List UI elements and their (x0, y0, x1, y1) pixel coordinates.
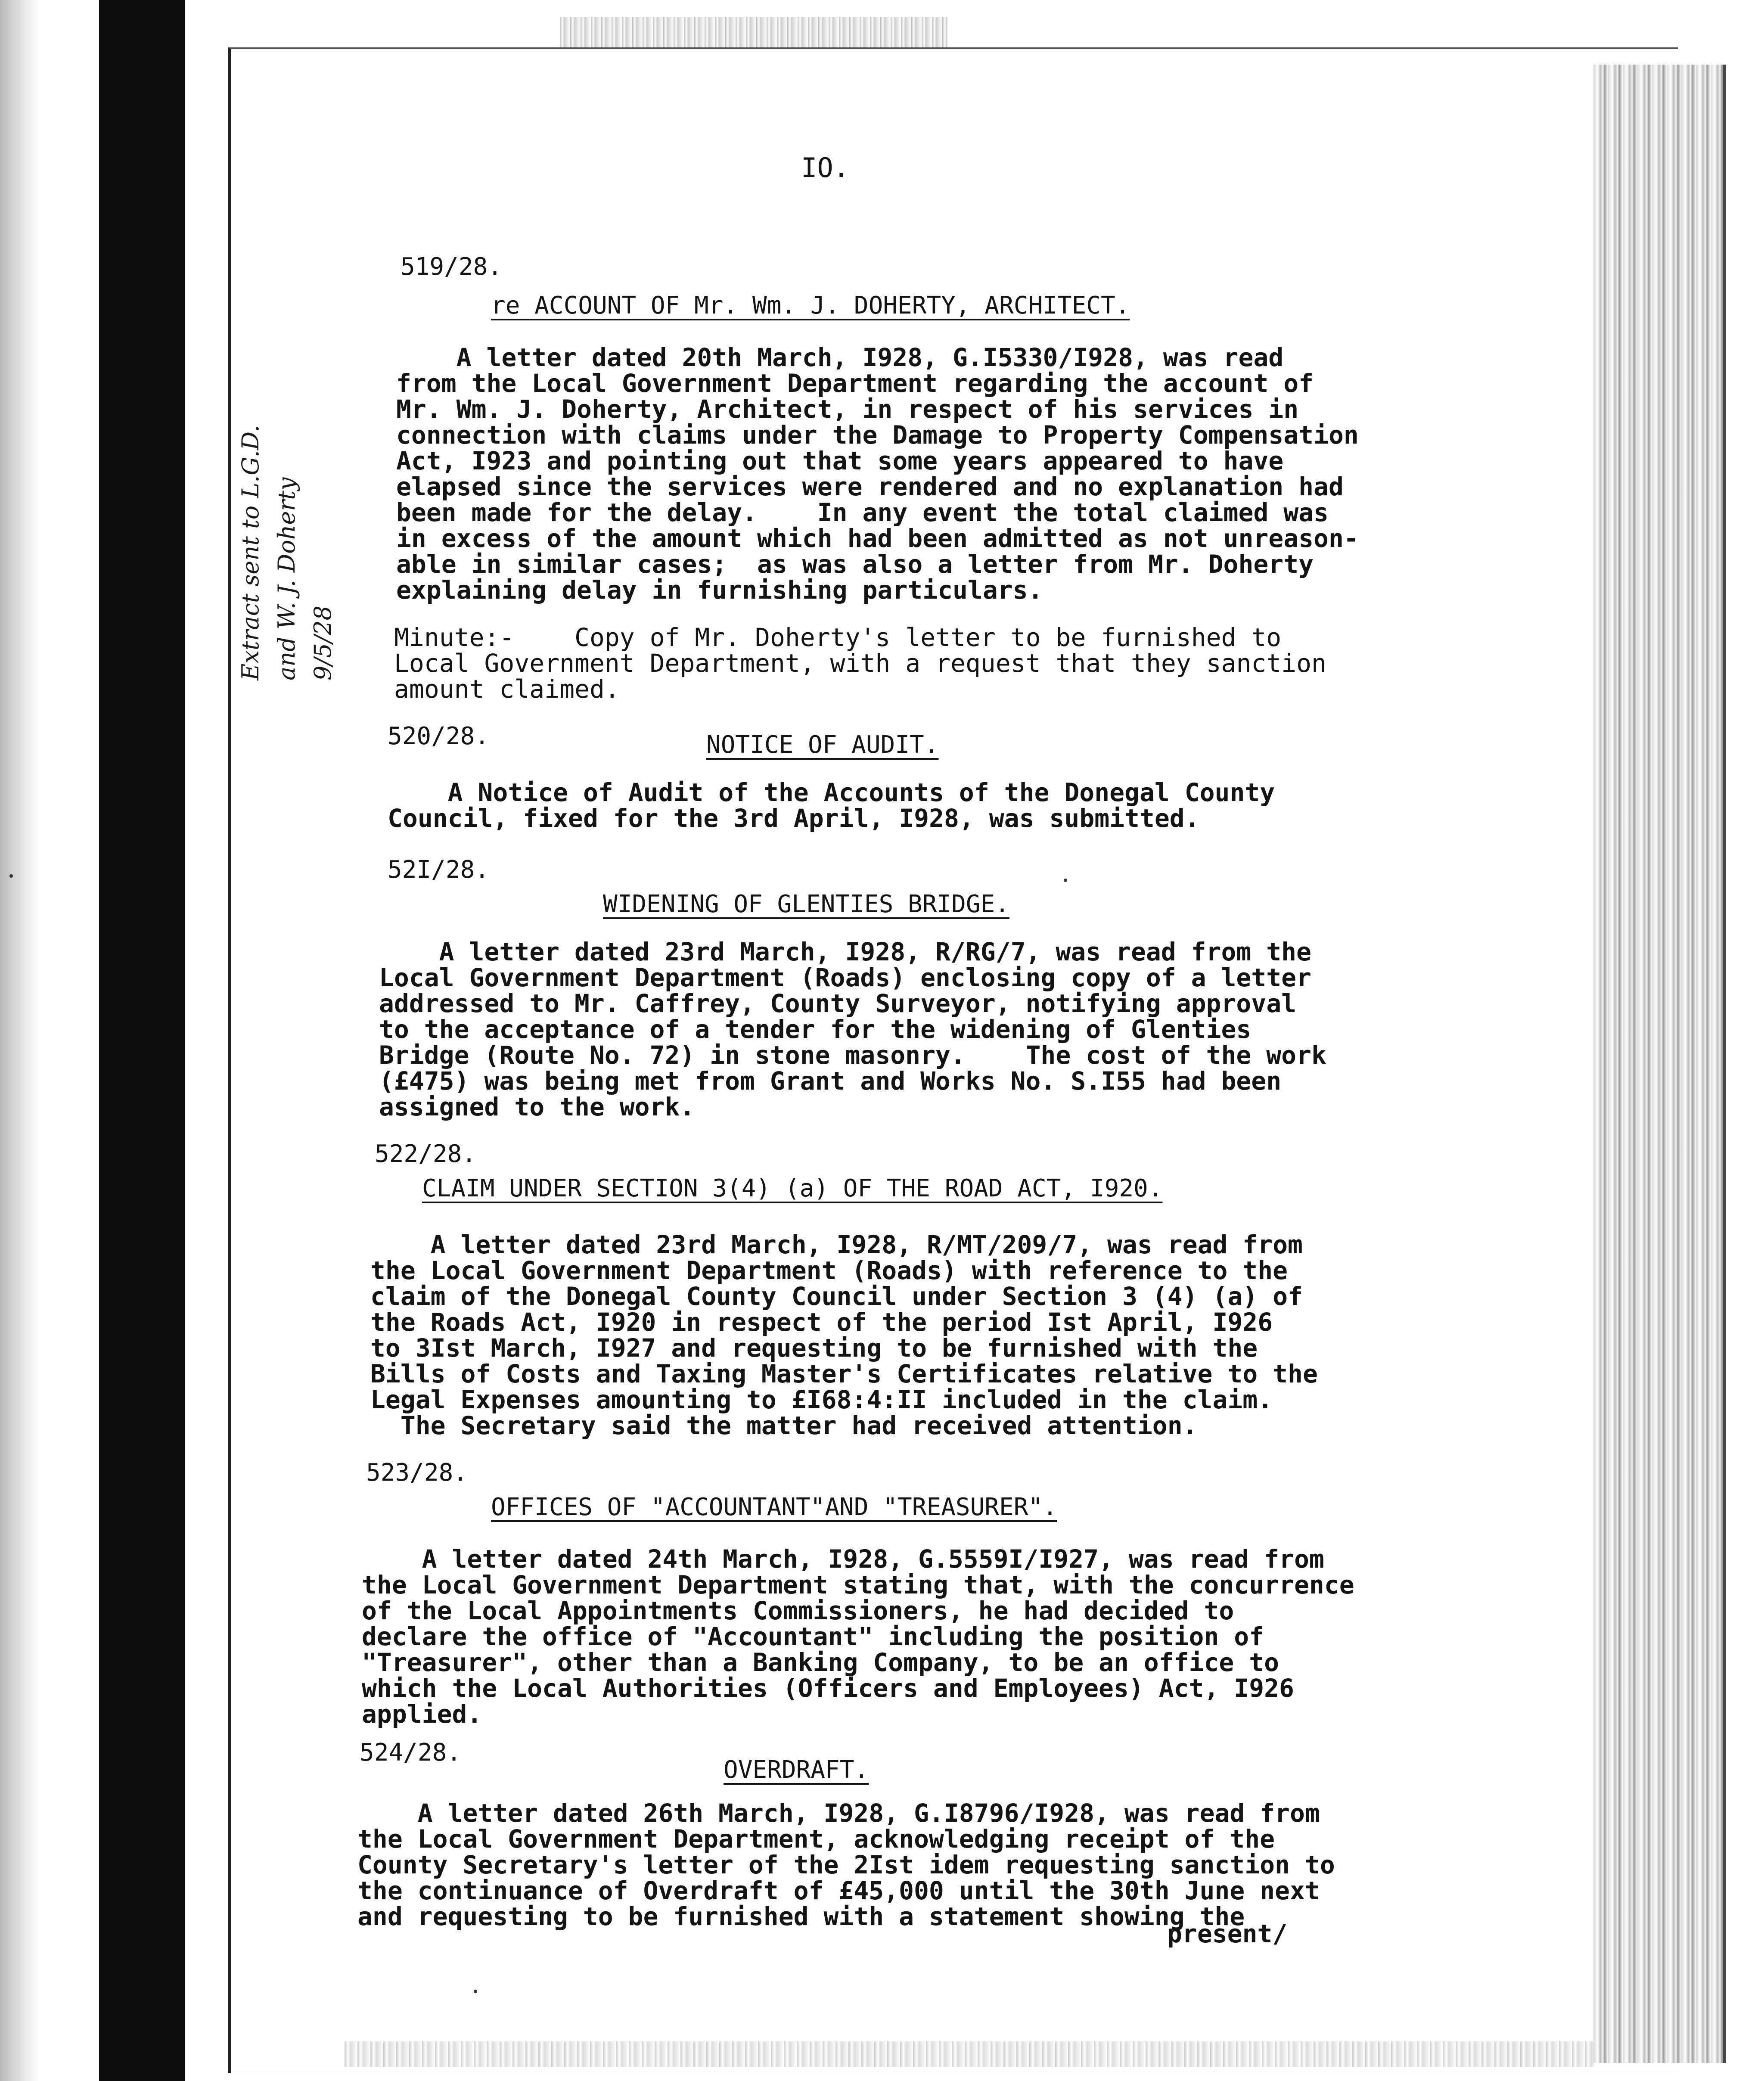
section-heading: NOTICE OF AUDIT. (706, 731, 939, 759)
minute-ref: 522/28. (375, 1140, 477, 1168)
marginal-line: Extract sent to L.G.D. (237, 425, 264, 680)
page-stack-edge (1593, 65, 1726, 2063)
binding-gutter (185, 0, 233, 2081)
minute-ref: 524/28. (360, 1739, 462, 1767)
speck (474, 1990, 477, 1993)
scan-noise-top (560, 17, 947, 47)
minute-resolution: Minute:- Copy of Mr. Doherty's letter to be furnished to Local Government Department, with a request that they sanction amount claimed. (394, 623, 1326, 704)
section-heading: CLAIM UNDER SECTION 3(4) (a) OF THE ROAD ACT, I920. (422, 1174, 1163, 1202)
section-paragraph: A Notice of Audit of the Accounts of the Donegal County Council, fixed for the 3rd April, I928, was submitted. (388, 778, 1275, 833)
scan-edge (0, 0, 39, 2081)
section-heading: WIDENING OF GLENTIES BRIDGE. (603, 890, 1010, 918)
page-number: IO. (801, 152, 849, 183)
minute-ref: 519/28. (401, 253, 503, 281)
section-paragraph: A letter dated 20th March, I928, G.I5330/I928, was read from the Local Government Department regarding the account of Mr. Wm. J. Doherty, Architect, in respect of his services in connection with claims under the Damage to Property Compensation Act, I923 and pointing out that some years appeared to have elapsed since the services were rendered and no explanation had been made for the delay. In any event the total claimed was in excess of the amount which had been admitted as not unreason- able in similar cases; as was also a letter from Mr. Doherty explaining delay in furnishing particulars. (396, 343, 1359, 605)
section-paragraph: A letter dated 23rd March, I928, R/RG/7, was read from the Local Government Department (Roads) enclosing copy of a letter addressed to Mr. Caffrey, County Surveyor, notifying approval to the acceptance of a tender for the widening of Glenties Bridge (Route No. 72) in stone masonry. The cost of the work (£475) was being met from Grant and Works No. S.I55 had been assigned to the work. (379, 937, 1326, 1121)
catchword: present/ (1167, 1919, 1288, 1948)
section-heading: OFFICES OF "ACCOUNTANT"AND "TREASURER". (491, 1493, 1057, 1521)
section-heading: re ACCOUNT OF Mr. Wm. J. DOHERTY, ARCHITECT. (491, 292, 1130, 320)
section-paragraph: A letter dated 24th March, I928, G.5559I/I927, was read from the Local Government Department stating that, with the concurrence of the Local Appointments Commissioners, he had decided to declare the office of "Accountant" including the position of "Treasurer", other than a Banking Company, to be an office to which the Local Authorities (Officers and Employees) Act, I926 applied. (362, 1544, 1354, 1729)
speck (9, 874, 13, 878)
section-heading: OVERDRAFT. (724, 1756, 869, 1784)
marginal-line: 9/5/28 (309, 606, 336, 680)
section-paragraph: A letter dated 26th March, I928, G.I8796/I928, was read from the Local Government Department, acknowledging receipt of the County Secretary's letter of the 2Ist idem requesting sanction to the continuance of Overdraft of £45,000 until the 30th June next and requesting to be furnished with a statement showing the (357, 1798, 1335, 1931)
speck (1064, 879, 1067, 882)
minute-ref: 520/28. (388, 722, 490, 750)
section-paragraph: A letter dated 23rd March, I928, R/MT/209/7, was read from the Local Government Department (Roads) with reference to the claim of the Donegal County Council under Section 3 (4) (a) of the Roads Act, I920 in respect of the period Ist April, I926 to 3Ist March, I927 and requesting to be furnished with the Bills of Costs and Taxing Master's Certificates relative to the Legal Expenses amounting to £I68:4:II included in the claim. The Secretary said the matter had received attention. (370, 1230, 1318, 1440)
marginal-handwritten-note (233, 241, 341, 680)
minute-ref: 523/28. (366, 1459, 468, 1487)
scan-noise-bottom (345, 2041, 1593, 2067)
marginal-line: and W. J. Doherty (273, 477, 300, 680)
minute-ref: 52I/28. (388, 856, 490, 884)
